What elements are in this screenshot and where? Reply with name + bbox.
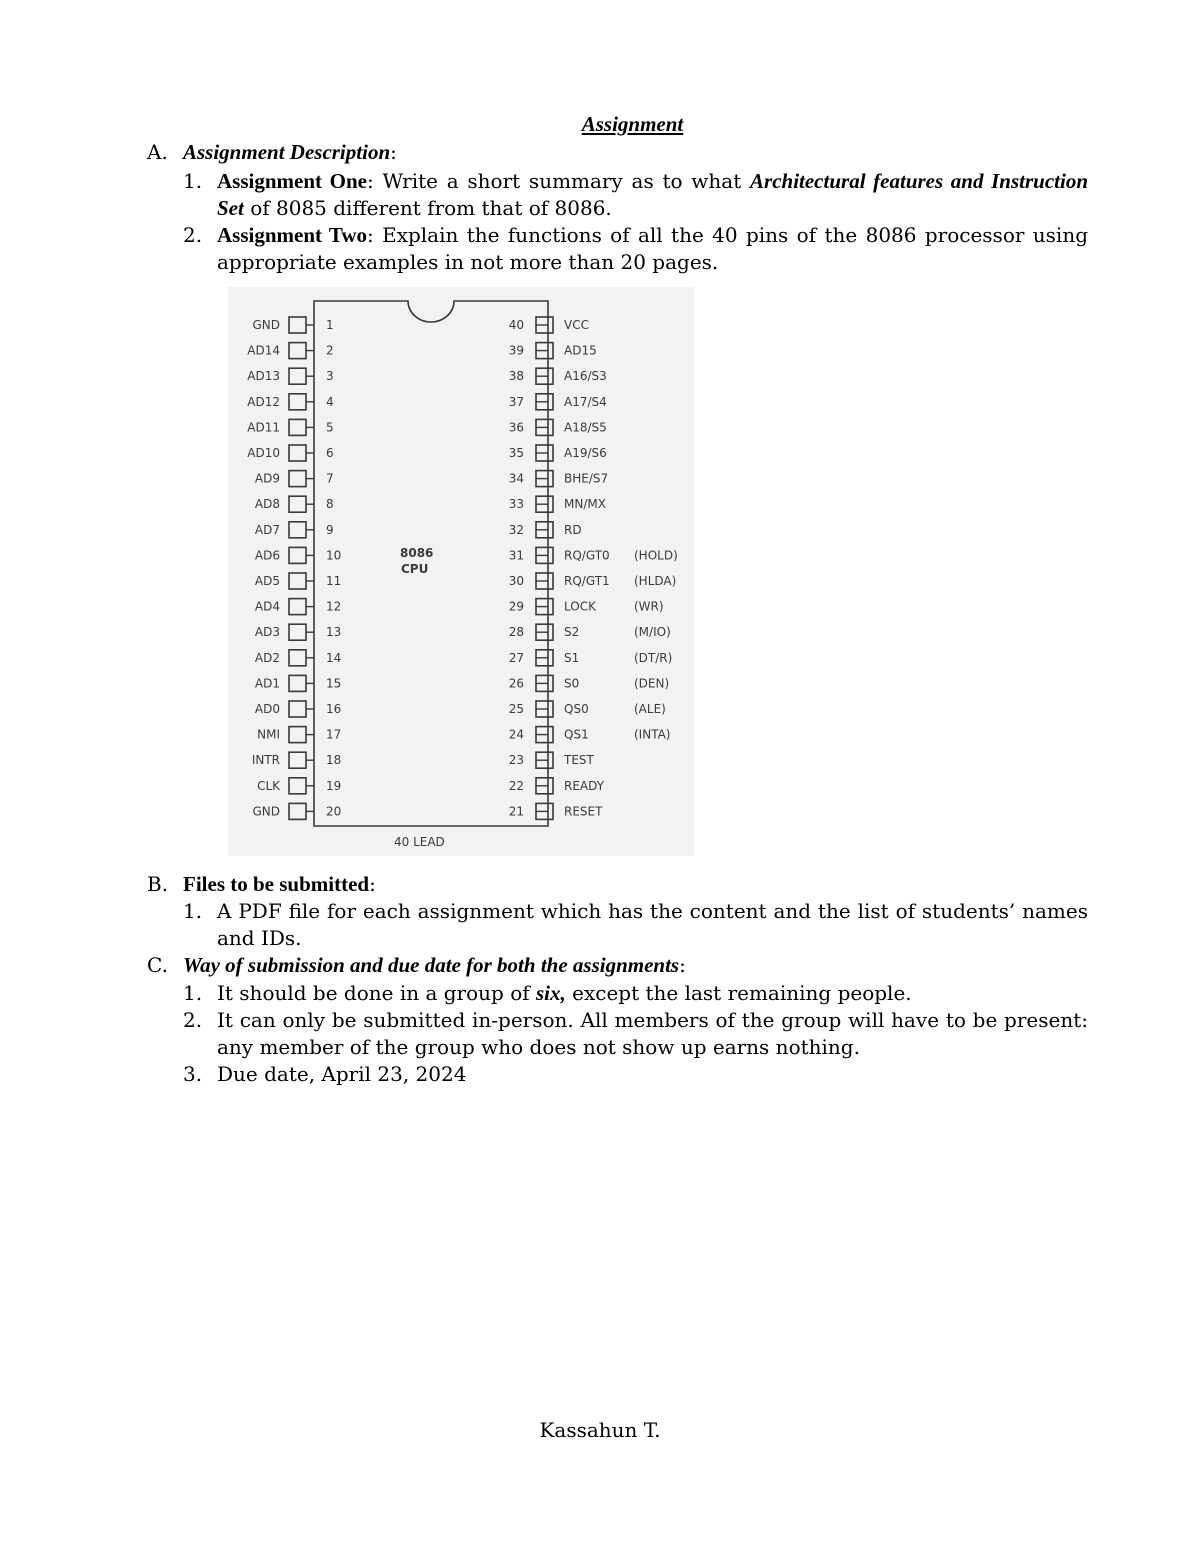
pin-name: A18/S5 [564,420,607,435]
pin-box [289,368,306,384]
pin-box [289,317,306,333]
pin-name: AD11 [247,420,280,435]
section-b-heading: B. Files to be submitted: [147,872,376,896]
pin-name: NMI [257,727,280,742]
pin-number: 39 [508,343,524,358]
pin-name: A17/S4 [564,394,607,409]
pin-name: AD9 [254,471,280,486]
pin-box [289,573,306,589]
pin-name: AD1 [254,676,280,691]
pin-name: AD12 [247,394,280,409]
pin-number: 30 [508,574,524,588]
pin-number: 35 [508,446,524,460]
pin-box [289,701,306,717]
pin-name: AD7 [254,522,280,537]
author-footer: Kassahun T. [539,1418,661,1442]
pin-box [289,547,306,563]
pin-name: READY [564,778,605,793]
pin-alt-function: (HLDA) [634,574,677,588]
pin-name: S2 [564,625,580,640]
pin-number: 9 [326,522,334,537]
pin-name: RQ/GT1 [564,574,610,588]
pin-number: 15 [326,676,342,691]
pin-name: A16/S3 [564,369,607,384]
pin-number: 6 [326,446,334,460]
pin-name: CLK [257,778,280,793]
pin-number: 16 [326,702,342,716]
pin-alt-function: (HOLD) [634,548,678,563]
list-item: 2. It can only be submitted in-person. All members of the group will have to be present: any member of the group who does not show up earns nothing. [183,1008,1088,1059]
pin-number: 32 [508,522,524,537]
pin-box [289,394,306,410]
pin-box [289,778,306,794]
pin-name: AD15 [564,343,597,358]
pin-alt-function: (INTA) [634,727,671,742]
pin-name: AD13 [247,369,280,384]
pin-name: AD5 [254,574,280,588]
pin-number: 19 [326,778,342,793]
pin-box [289,343,306,359]
section-a-heading: A. Assignment Description: [147,140,397,164]
section-a-title: Assignment Description [183,140,391,164]
pin-alt-function: (ALE) [634,702,666,716]
section-c-heading: C. Way of submission and due date for both the assignments: [147,953,686,977]
pin-number: 26 [508,676,524,691]
assignment-one-label: Assignment One [217,169,367,193]
pin-box [289,675,306,691]
pin-number: 2 [326,343,334,358]
pin-name: RD [564,522,582,537]
pin-number: 1 [326,318,334,332]
pin-alt-function: (DEN) [634,676,670,691]
pin-number: 3 [326,369,334,384]
pin-number: 7 [326,471,334,486]
pin-number: 12 [326,599,342,614]
pin-number: 11 [326,574,342,588]
list-item: 1. It should be done in a group of six, except the last remaining people. [183,981,912,1005]
pin-number: 5 [326,420,334,435]
chip-label: CPU [401,562,429,576]
section-b-title: Files to be submitted [183,872,370,896]
pin-name: INTR [251,753,280,768]
pin-number: 20 [326,804,342,819]
pin-name: AD6 [254,548,280,563]
pin-box [289,599,306,615]
pin-name: S0 [564,676,580,691]
pin-box [289,522,306,538]
pin-number: 17 [326,727,342,742]
pin-name: QS0 [564,702,589,716]
list-item: 1. Assignment One: Write a short summary as to what Architectural features and Instruction Set of 8085 different from that of 8086. [183,169,1088,220]
pin-number: 21 [508,804,524,819]
pin-number: 40 [508,318,524,332]
chip-diagram [228,287,694,856]
pin-number: 37 [508,394,524,409]
pin-number: 22 [508,778,524,793]
pin-number: 25 [508,702,524,716]
pin-number: 31 [508,548,524,563]
pin-number: 27 [508,650,524,665]
pin-name: A19/S6 [564,446,607,460]
pin-number: 38 [508,369,524,384]
assignment-two-label: Assignment Two [217,223,367,247]
chip-label: 8086 [400,546,434,560]
pin-name: MN/MX [564,497,606,512]
pin-name: TEST [564,753,594,768]
pin-box [289,752,306,768]
pin-name: GND [252,318,280,332]
pin-alt-function: (WR) [634,599,664,614]
pin-name: LOCK [564,599,596,614]
pin-number: 34 [508,471,524,486]
pin-name: AD14 [247,343,280,358]
pin-alt-function: (DT/R) [634,650,673,665]
pin-number: 14 [326,650,342,665]
package-label: 40 LEAD [394,835,445,849]
pin-name: VCC [564,318,589,332]
pin-number: 36 [508,420,524,435]
list-item: 3. Due date, April 23, 2024 [183,1062,467,1086]
pin-number: 8 [326,497,334,512]
pin-number: 33 [508,497,524,512]
pin-name: AD8 [254,497,280,512]
page-title: Assignment [581,112,684,136]
pin-name: BHE/S7 [564,471,609,486]
pin-box [289,803,306,819]
pin-number: 13 [326,625,342,640]
list-item: 2. Assignment Two: Explain the functions of all the 40 pins of the 8086 processor using appropriate examples in not more than 20 pages. [183,223,1088,274]
pin-name: QS1 [564,727,589,742]
pin-name: AD0 [254,702,280,716]
pinout-figure [228,287,694,856]
pin-box [289,624,306,640]
pin-name: S1 [564,650,580,665]
pin-number: 10 [326,548,342,563]
pin-number: 23 [508,753,524,768]
pin-number: 28 [508,625,524,640]
section-c-title: Way of submission and due date for both the assignments [183,953,680,977]
pin-box [289,650,306,666]
pin-box [289,496,306,512]
pin-number: 24 [508,727,524,742]
pin-box [289,471,306,487]
pin-name: AD10 [247,446,280,460]
pin-name: AD2 [254,650,280,665]
pin-name: GND [252,804,280,819]
pin-name: AD3 [254,625,280,640]
pin-alt-function: (M/IO) [634,625,671,640]
pin-number: 29 [508,599,524,614]
pin-box [289,727,306,743]
pin-name: RQ/GT0 [564,548,610,563]
pin-box [289,419,306,435]
pin-box [289,445,306,461]
pin-number: 18 [326,753,342,768]
pin-name: RESET [564,804,603,819]
pin-number: 4 [326,394,334,409]
pin-name: AD4 [254,599,280,614]
list-item: 1. A PDF file for each assignment which has the content and the list of students’ names and IDs. [183,899,1088,950]
